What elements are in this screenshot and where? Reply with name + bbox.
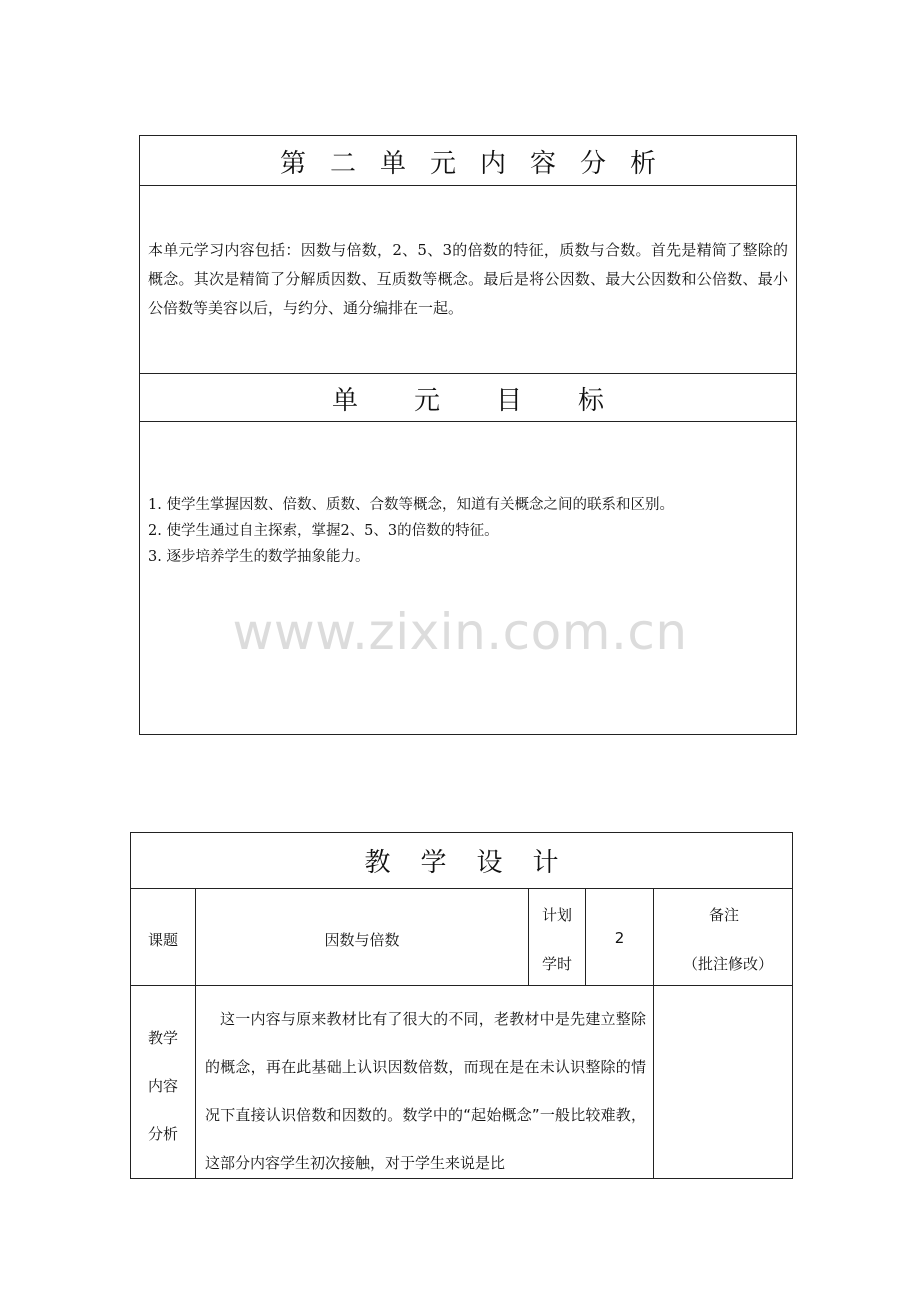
- hours-value: 2: [614, 929, 625, 947]
- divider: [131, 888, 792, 889]
- unit-analysis-content: 本单元学习内容包括：因数与倍数，2、5、3的倍数的特征，质数与合数。首先是精简了整除的概念。其次是精简了分解质因数、互质数等概念。最后是将公因数、最大公因数和公倍数、最小公倍数等美容以后，与约分、通分编排在一起。: [148, 241, 788, 317]
- goal-item: 3. 逐步培养学生的数学抽象能力。: [148, 549, 370, 565]
- watermark: www.zixin.com.cn: [232, 603, 688, 661]
- unit-analysis-title: 第二单元内容分析: [279, 148, 680, 179]
- notes-label-line2: （批注修改）: [682, 955, 773, 973]
- hours-label-line1: 计划: [541, 906, 572, 924]
- hours-label-line2: 学时: [541, 955, 572, 973]
- analysis-label-line1: 教学: [147, 1029, 178, 1047]
- topic-label: 课题: [147, 931, 178, 949]
- analysis-label-line3: 分析: [147, 1125, 178, 1143]
- divider: [140, 421, 796, 422]
- teaching-design-title: 教学设计: [364, 848, 589, 878]
- unit-goals-list: [140, 492, 796, 570]
- notes-label-line1: 备注: [708, 906, 739, 924]
- analysis-text: 这一内容与原来教材比有了很大的不同，老教材中是先建立整除的概念，再在此基础上认识因数倍数，而现在是在未认识整除的情况下直接认识倍数和因数的。数学中的“起始概念”一般比较难教，这部分内容学生初次接触，对于学生来说是比: [205, 1010, 646, 1172]
- goal-item: 1. 使学生掌握因数、倍数、质数、合数等概念，知道有关概念之间的联系和区别。: [148, 497, 674, 513]
- teaching-design-table: [130, 832, 793, 1179]
- goal-item: 2. 使学生通过自主探索，掌握2、5、3的倍数的特征。: [148, 523, 499, 539]
- analysis-label-line2: 内容: [147, 1077, 178, 1095]
- topic-value: 因数与倍数: [324, 931, 400, 949]
- divider: [131, 985, 792, 986]
- divider: [140, 185, 796, 186]
- unit-goals-title: 单元目标: [331, 385, 660, 416]
